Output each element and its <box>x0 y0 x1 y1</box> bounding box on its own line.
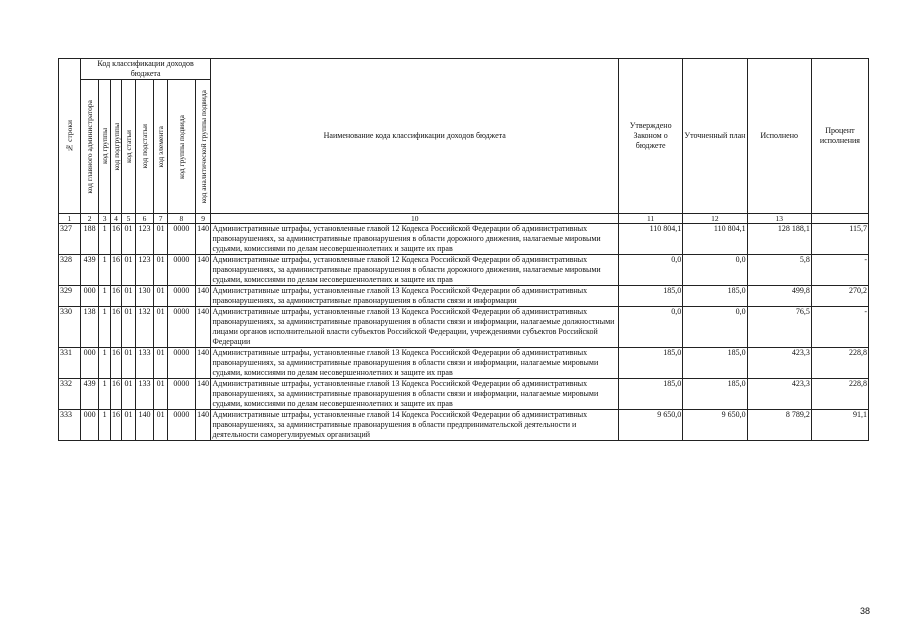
plan-amount: 185,0 <box>683 286 747 307</box>
code-article: 01 <box>122 286 135 307</box>
plan-amount: 185,0 <box>683 348 747 379</box>
executed-amount: 8 789,2 <box>747 410 811 441</box>
code-administrator: 138 <box>80 307 99 348</box>
code-subgroup: 16 <box>110 224 121 255</box>
code-analytic-group: 140 <box>195 255 211 286</box>
code-article: 01 <box>122 255 135 286</box>
approved-header: Утверждено Законом о бюджете <box>619 59 683 214</box>
executed-amount: 5,8 <box>747 255 811 286</box>
column-number: 13 <box>747 214 811 224</box>
code-administrator: 439 <box>80 255 99 286</box>
table-row <box>59 307 869 348</box>
execution-percent: - <box>811 255 868 286</box>
code-administrator: 188 <box>80 224 99 255</box>
table-row <box>59 224 869 255</box>
code-group: 1 <box>99 286 110 307</box>
code-subarticle: 140 <box>135 410 154 441</box>
row-number: 327 <box>59 224 81 255</box>
code-subtype-group: 0000 <box>167 379 195 410</box>
percent-header: Процент исполнения <box>811 59 868 214</box>
column-number-row <box>59 214 869 224</box>
approved-amount: 185,0 <box>619 348 683 379</box>
code-subtype-group: 0000 <box>167 224 195 255</box>
execution-percent: 91,1 <box>811 410 868 441</box>
income-name: Административные штрафы, установленные главой 13 Кодекса Российской Федерации об административных правонарушениях, за административные правонарушения в области связи и информации, налагаемые мировыми судьями, комиссиями по делам несовершеннолетних и защите их прав <box>211 348 619 379</box>
column-number: 4 <box>110 214 121 224</box>
column-number <box>811 214 868 224</box>
code-group: 1 <box>99 348 110 379</box>
execution-percent: - <box>811 307 868 348</box>
income-name: Административные штрафы, установленные главой 14 Кодекса Российской Федерации об административных правонарушениях, за административные правонарушения в области предпринимательской деятельности и деятельности саморегулируемых организаций <box>211 410 619 441</box>
code-subarticle: 133 <box>135 379 154 410</box>
code-subarticle: 133 <box>135 348 154 379</box>
code-article: 01 <box>122 379 135 410</box>
code-header-article: код статьи <box>122 80 135 214</box>
column-number: 9 <box>195 214 211 224</box>
code-article: 01 <box>122 307 135 348</box>
code-subgroup: 16 <box>110 255 121 286</box>
table-row <box>59 348 869 379</box>
code-subarticle: 130 <box>135 286 154 307</box>
column-number: 7 <box>154 214 167 224</box>
column-number: 11 <box>619 214 683 224</box>
executed-amount: 128 188,1 <box>747 224 811 255</box>
code-group: 1 <box>99 224 110 255</box>
executed-amount: 423,3 <box>747 379 811 410</box>
code-element: 01 <box>154 224 167 255</box>
code-header-group: код группы <box>99 80 110 214</box>
code-subtype-group: 0000 <box>167 286 195 307</box>
table-row <box>59 410 869 441</box>
code-article: 01 <box>122 348 135 379</box>
table-body <box>59 224 869 441</box>
row-number-header: № строки <box>59 59 81 214</box>
code-analytic-group: 140 <box>195 348 211 379</box>
income-name: Административные штрафы, установленные главой 12 Кодекса Российской Федерации об административных правонарушениях, за административные правонарушения в области дорожного движения, налагаемые мировыми судьями, комиссиями по делам несовершеннолетних и защите их прав <box>211 255 619 286</box>
code-analytic-group: 140 <box>195 224 211 255</box>
table-row <box>59 255 869 286</box>
column-number: 2 <box>80 214 99 224</box>
code-header-subtype-group: код группы подвида <box>167 80 195 214</box>
code-header-subgroup: код подгруппы <box>110 80 121 214</box>
executed-amount: 499,8 <box>747 286 811 307</box>
code-subtype-group: 0000 <box>167 255 195 286</box>
code-subtype-group: 0000 <box>167 307 195 348</box>
table-row <box>59 286 869 307</box>
approved-amount: 9 650,0 <box>619 410 683 441</box>
code-subgroup: 16 <box>110 307 121 348</box>
code-analytic-group: 140 <box>195 379 211 410</box>
column-number: 3 <box>99 214 110 224</box>
row-number: 328 <box>59 255 81 286</box>
code-header-subarticle: код подстатьи <box>135 80 154 214</box>
code-article: 01 <box>122 410 135 441</box>
approved-amount: 0,0 <box>619 255 683 286</box>
code-header-element: код элемента <box>154 80 167 214</box>
approved-amount: 185,0 <box>619 379 683 410</box>
name-header: Наименование кода классификации доходов бюджета <box>211 59 619 214</box>
code-element: 01 <box>154 379 167 410</box>
code-subarticle: 132 <box>135 307 154 348</box>
plan-amount: 0,0 <box>683 307 747 348</box>
row-number: 333 <box>59 410 81 441</box>
row-number: 330 <box>59 307 81 348</box>
code-analytic-group: 140 <box>195 286 211 307</box>
income-name: Административные штрафы, установленные главой 13 Кодекса Российской Федерации об административных правонарушениях, за административные правонарушения в области связи и информации, налагаемые должностными лицами органов исполнительной власти субъектов Российской Федерации, учреждениями субъектов Российской Федерации <box>211 307 619 348</box>
executed-header: Исполнено <box>747 59 811 214</box>
income-name: Административные штрафы, установленные главой 13 Кодекса Российской Федерации об административных правонарушениях, за административные правонарушения в области связи и информации, налагаемые мировыми судьями, комиссиями по делам несовершеннолетних и защите их прав <box>211 379 619 410</box>
code-analytic-group: 140 <box>195 307 211 348</box>
code-subarticle: 123 <box>135 255 154 286</box>
classification-code-header: Код классификации доходов бюджета <box>80 59 211 80</box>
column-number: 10 <box>211 214 619 224</box>
approved-amount: 0,0 <box>619 307 683 348</box>
plan-amount: 110 804,1 <box>683 224 747 255</box>
table-row <box>59 379 869 410</box>
code-element: 01 <box>154 286 167 307</box>
code-administrator: 000 <box>80 348 99 379</box>
execution-percent: 228,8 <box>811 348 868 379</box>
row-number: 329 <box>59 286 81 307</box>
code-administrator: 000 <box>80 410 99 441</box>
code-header-analytic-group: код аналитической группы подвида <box>195 80 211 214</box>
code-subgroup: 16 <box>110 286 121 307</box>
page-number: 38 <box>860 606 871 616</box>
code-group: 1 <box>99 255 110 286</box>
code-administrator: 439 <box>80 379 99 410</box>
code-subtype-group: 0000 <box>167 410 195 441</box>
code-subgroup: 16 <box>110 379 121 410</box>
code-header-administrator: код главного администратора <box>80 80 99 214</box>
code-group: 1 <box>99 379 110 410</box>
code-group: 1 <box>99 410 110 441</box>
row-number: 332 <box>59 379 81 410</box>
column-number: 6 <box>135 214 154 224</box>
code-element: 01 <box>154 348 167 379</box>
code-administrator: 000 <box>80 286 99 307</box>
plan-amount: 9 650,0 <box>683 410 747 441</box>
code-subgroup: 16 <box>110 348 121 379</box>
plan-amount: 0,0 <box>683 255 747 286</box>
plan-amount: 185,0 <box>683 379 747 410</box>
column-number: 1 <box>59 214 81 224</box>
code-group: 1 <box>99 307 110 348</box>
column-number: 5 <box>122 214 135 224</box>
code-analytic-group: 140 <box>195 410 211 441</box>
income-name: Административные штрафы, установленные главой 13 Кодекса Российской Федерации об административных правонарушениях, за административные правонарушения в области связи и информации <box>211 286 619 307</box>
approved-amount: 185,0 <box>619 286 683 307</box>
plan-header: Уточненный план <box>683 59 747 214</box>
code-element: 01 <box>154 410 167 441</box>
code-subgroup: 16 <box>110 410 121 441</box>
code-subarticle: 123 <box>135 224 154 255</box>
budget-income-table <box>58 58 869 441</box>
code-element: 01 <box>154 255 167 286</box>
row-number: 331 <box>59 348 81 379</box>
executed-amount: 76,5 <box>747 307 811 348</box>
code-element: 01 <box>154 307 167 348</box>
code-subtype-group: 0000 <box>167 348 195 379</box>
income-name: Административные штрафы, установленные главой 12 Кодекса Российской Федерации об административных правонарушениях, за административные правонарушения в области дорожного движения, налагаемые мировыми судьями, комиссиями по делам несовершеннолетних и защите их прав <box>211 224 619 255</box>
execution-percent: 228,8 <box>811 379 868 410</box>
executed-amount: 423,3 <box>747 348 811 379</box>
column-number: 12 <box>683 214 747 224</box>
column-number: 8 <box>167 214 195 224</box>
execution-percent: 270,2 <box>811 286 868 307</box>
code-article: 01 <box>122 224 135 255</box>
approved-amount: 110 804,1 <box>619 224 683 255</box>
execution-percent: 115,7 <box>811 224 868 255</box>
